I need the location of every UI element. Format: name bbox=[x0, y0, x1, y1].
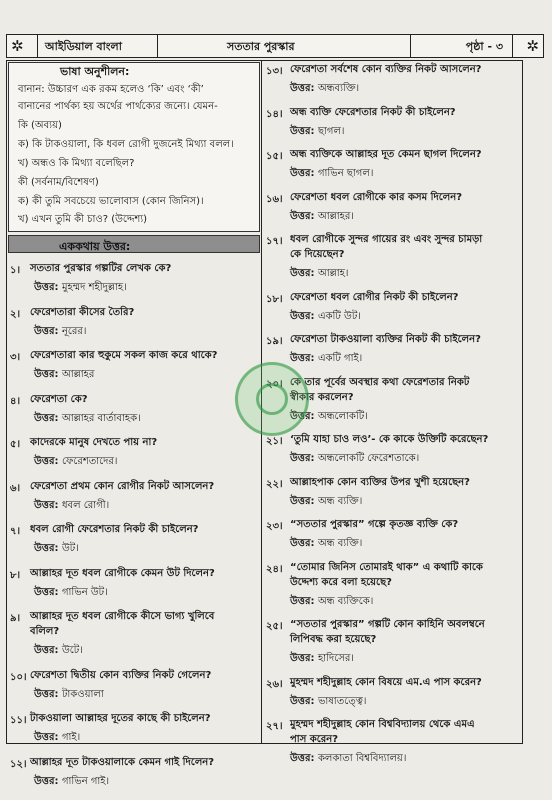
answer-text: উত্তর: কলকাতা বিশ্ববিদ্যালয়। bbox=[290, 753, 407, 764]
answer-text: উত্তর: অন্ধলোকটি। bbox=[290, 410, 368, 422]
star-ornament-icon: ✲ bbox=[526, 37, 539, 55]
answer-text: উত্তর: টাকওয়ালা bbox=[34, 688, 104, 700]
answer-text: উত্তর: ভাষাতত্ত্বে। bbox=[290, 695, 367, 707]
question-text: ফেরেশতারা কীসের তৈরি? bbox=[30, 306, 135, 318]
question-number: ২০। bbox=[266, 378, 283, 390]
book-title: আইডিয়াল বাংলা bbox=[45, 40, 122, 53]
question-text: বলিল? bbox=[30, 626, 60, 637]
question-number: ২। bbox=[10, 308, 21, 320]
question-number: ২১। bbox=[266, 436, 283, 447]
practice-line: খ) এখন তুমি কী চাও? (উদ্দেশ্য) bbox=[18, 214, 148, 225]
answer-label: উত্তর: bbox=[290, 695, 318, 707]
practice-line: ক) কি টাকওয়ালা, কি ধবল রোগী দুজনেই মিথ্যা বলল। bbox=[18, 139, 234, 150]
answer-label: উত্তর: bbox=[290, 595, 318, 607]
practice-title: ভাষা অনুশীলন: bbox=[60, 65, 130, 78]
answer-text: উত্তর: গাভিন ছাগল। bbox=[290, 168, 374, 179]
star-ornament-icon: ✲ bbox=[11, 37, 24, 55]
question-text: ফেরেশতা কে? bbox=[30, 393, 88, 405]
question-number: ৬। bbox=[10, 482, 21, 494]
question-number: ৩। bbox=[10, 352, 21, 363]
question-text: উদ্দেশ্য করে বলা হয়েছে? bbox=[290, 576, 392, 588]
answer-text: উত্তর: একটি গাই। bbox=[290, 353, 363, 364]
divider bbox=[157, 35, 158, 57]
answer-text: উত্তর: অন্ধলোকটি ফেরেশতাকে। bbox=[290, 453, 420, 464]
answer-text: উত্তর: মুহম্মদ শহীদুল্লাহ। bbox=[34, 282, 127, 293]
question-number: ১৩। bbox=[266, 66, 283, 77]
question-text: আল্লাহর দূত টাকওয়ালাকে কেমন গাই দিলেন? bbox=[30, 756, 215, 768]
answer-label: উত্তর: bbox=[290, 83, 318, 94]
question-text: ‘তুমি যাহা চাও লও’- কে কাকে উক্তিটি করেছেন? bbox=[290, 434, 489, 445]
question-text: ফেরেশতা টাকওয়ালা ব্যক্তির নিকট কী চাইলেন? bbox=[290, 334, 481, 345]
answer-text: উত্তর: ছাগল। bbox=[290, 125, 345, 137]
answer-label: উত্তর: bbox=[290, 168, 318, 179]
question-number: ১৭। bbox=[266, 236, 283, 247]
answer-text: উত্তর: ধবল রোগী। bbox=[34, 499, 110, 511]
answer-text: উত্তর: অন্ধ ব্যক্তি। bbox=[290, 495, 363, 507]
answer-label: উত্তর: bbox=[34, 645, 62, 656]
answer-text: উত্তর: অন্ধ ব্যক্তি। bbox=[290, 538, 363, 549]
question-number: ১৯। bbox=[266, 336, 283, 347]
answer-text: উত্তর: হাদিসের। bbox=[290, 653, 354, 664]
question-text: ফেরেশতা দ্বিতীয় কোন ব্যক্তির নিকট গেলেন? bbox=[30, 669, 212, 681]
answer-label: উত্তর: bbox=[34, 586, 62, 598]
answer-label: উত্তর: bbox=[290, 353, 318, 364]
question-number: ১৫। bbox=[266, 151, 283, 162]
practice-line: বানানের পার্থক্য হয় অর্থের পার্থক্যের জন্যে। যেমন- bbox=[18, 101, 218, 112]
answer-text: উত্তর: গাভিন গাই। bbox=[34, 775, 110, 787]
watermark-inner-ring bbox=[256, 383, 288, 415]
answer-label: উত্তর: bbox=[290, 453, 318, 464]
question-text: আল্লাহপাক কোন ব্যক্তির উপর খুশী হয়েছেন? bbox=[290, 476, 470, 488]
question-text: স্বীকার করলেন? bbox=[290, 391, 354, 403]
question-number: ২৩। bbox=[266, 521, 283, 532]
question-text: পাস করেন? bbox=[290, 734, 339, 745]
answer-label: উত্তর: bbox=[290, 268, 318, 279]
question-text: অন্ধ ব্যক্তিকে আল্লাহর দূত কেমন ছাগল দিলেন? bbox=[290, 149, 482, 160]
question-text: আল্লাহর দূত ধবল রোগীকে কীসে ভাগ্য খুলিবে bbox=[30, 611, 215, 622]
page-number: পৃষ্ঠা - ৩ bbox=[465, 40, 503, 53]
question-number: ১। bbox=[10, 265, 21, 276]
chapter-title: সততার পুরস্কার bbox=[227, 40, 295, 53]
question-number: ২৪। bbox=[266, 563, 283, 575]
answer-text: উত্তর: অন্ধ ব্যক্তিকে। bbox=[290, 595, 374, 607]
question-number: ১৮। bbox=[266, 293, 283, 305]
answer-label: উত্তর: bbox=[290, 210, 318, 222]
question-text: মুহম্মদ শহীদুল্লাহ কোন বিশ্ববিদ্যালয় থেকে এমএ bbox=[290, 719, 475, 730]
answer-text: উত্তর: ফেরেশতাদের। bbox=[34, 456, 118, 467]
question-text: ফেরেশতা প্রথম কোন রোগীর নিকট আসলেন? bbox=[30, 480, 215, 492]
question-text: ধবল রোগী ফেরেশতার নিকট কী চাইলেন? bbox=[30, 524, 199, 535]
section-title: এককথায় উত্তর: bbox=[59, 240, 131, 253]
question-text: আল্লাহর দূত ধবল রোগীকে কেমন উট দিলেন? bbox=[30, 567, 215, 579]
section-heading bbox=[8, 235, 260, 253]
practice-line: কী (সর্বনাম/বিশেষণ) bbox=[18, 177, 99, 188]
question-number: ১৬। bbox=[266, 193, 283, 205]
question-text: অন্ধ ব্যক্তি ফেরেশতার নিকট কী চাইলেন? bbox=[290, 106, 456, 118]
answer-text: উত্তর: আল্লাহর। bbox=[290, 210, 354, 222]
question-text: মুহম্মদ শহীদুল্লাহ কোন বিষয়ে এম.এ পাস করেন? bbox=[290, 676, 482, 688]
question-text: “তোমার জিনিস তোমারই থাক” এ কথাটি কাকে bbox=[290, 561, 483, 573]
divider bbox=[37, 35, 38, 57]
question-number: ৭। bbox=[10, 526, 21, 537]
answer-text: উত্তর: আল্লাহ। bbox=[290, 268, 349, 279]
practice-line: খ) অন্ধও কি মিথ্যা বলেছিল? bbox=[18, 158, 135, 169]
question-number: ৮। bbox=[10, 569, 21, 581]
question-number: ১৪। bbox=[266, 108, 283, 120]
question-number: ৪। bbox=[10, 395, 21, 407]
answer-label: উত্তর: bbox=[290, 753, 318, 764]
question-number: ২৫। bbox=[266, 621, 283, 632]
question-number: ১১। bbox=[10, 715, 27, 726]
question-text: ফেরেশতারা কার হুকুমে সকল কাজ করে থাকে? bbox=[30, 350, 218, 361]
answer-text: উত্তর: একটি উট। bbox=[290, 310, 361, 322]
answer-label: উত্তর: bbox=[34, 732, 62, 743]
divider bbox=[410, 35, 411, 57]
answer-label: উত্তর: bbox=[34, 412, 62, 424]
answer-label: উত্তর: bbox=[290, 310, 318, 322]
answer-text: উত্তর: গাই। bbox=[34, 732, 81, 743]
answer-text: উত্তর: উট। bbox=[34, 543, 79, 554]
question-text: কে দিয়েছেন? bbox=[290, 249, 345, 260]
question-text: ফেরেশতা সর্বশেষ কোন ব্যক্তির নিকট আসলেন? bbox=[290, 64, 482, 75]
question-text: কে তার পূর্বের অবস্থার কথা ফেরেশতার নিকট bbox=[290, 376, 470, 388]
question-text: টাকওয়ালা আল্লাহর দূতের কাছে কী চাইলেন? bbox=[30, 713, 211, 724]
answer-text: উত্তর: নূরের। bbox=[34, 325, 87, 337]
answer-label: উত্তর: bbox=[34, 325, 62, 337]
question-text: ফেরেশতা ধবল রোগীর নিকট কী চাইলেন? bbox=[290, 291, 459, 303]
answer-label: উত্তর: bbox=[290, 653, 318, 664]
question-text: “সততার পুরস্কার” গল্পে কৃতজ্ঞ ব্যক্তি কে? bbox=[290, 519, 459, 530]
page-header bbox=[6, 34, 544, 58]
watermark-logo bbox=[235, 362, 309, 436]
practice-line: বানান: উচ্চারণ এক রকম হলেও ‘কি’ এবং ‘কী’ bbox=[18, 84, 204, 95]
answer-label: উত্তর: bbox=[34, 775, 62, 787]
question-text: ধবল রোগীকে সুন্দর গায়ের রং এবং সুন্দর চামড়া bbox=[290, 234, 483, 245]
question-text: লিপিবদ্ধ করা হয়েছে? bbox=[290, 634, 377, 645]
answer-label: উত্তর: bbox=[34, 282, 62, 293]
answer-text: উত্তর: আল্লাহর বার্তাবাহক। bbox=[34, 412, 141, 424]
answer-label: উত্তর: bbox=[34, 499, 62, 511]
answer-label: উত্তর: bbox=[290, 410, 318, 422]
answer-label: উত্তর: bbox=[34, 369, 62, 380]
question-number: ২৭। bbox=[266, 721, 283, 732]
question-number: ৯। bbox=[10, 613, 21, 624]
answer-text: উত্তর: গাভিন উট। bbox=[34, 586, 108, 598]
question-text: “সততার পুরস্কার” গল্পটি কোন কাহিনি অবলম্বনে bbox=[290, 619, 485, 630]
divider bbox=[512, 35, 513, 57]
question-text: কাদেরকে মানুষ দেখতে পায় না? bbox=[30, 437, 158, 448]
practice-line: ক) কী তুমি সবচেয়ে ভালোবাস (কোন জিনিস)। bbox=[18, 196, 204, 207]
practice-line: কি (অব্যয়) bbox=[18, 120, 62, 131]
question-text: সততার পুরস্কার গল্পটির লেখক কে? bbox=[30, 263, 172, 274]
answer-label: উত্তর: bbox=[290, 495, 318, 507]
answer-label: উত্তর: bbox=[290, 125, 318, 137]
question-number: ৫। bbox=[10, 439, 21, 450]
question-number: ২২। bbox=[266, 478, 283, 490]
question-number: ১২। bbox=[10, 758, 27, 770]
answer-label: উত্তর: bbox=[34, 543, 62, 554]
answer-text: উত্তর: অন্ধব্যক্তি। bbox=[290, 83, 360, 94]
answer-text: উত্তর: আল্লাহর bbox=[34, 369, 95, 380]
question-text: ফেরেশতা ধবল রোগীকে কার কসম দিলেন? bbox=[290, 191, 463, 203]
answer-text: উত্তর: উটে। bbox=[34, 645, 83, 656]
answer-label: উত্তর: bbox=[34, 688, 62, 700]
answer-label: উত্তর: bbox=[34, 456, 62, 467]
question-number: ২৬। bbox=[266, 678, 283, 690]
answer-label: উত্তর: bbox=[290, 538, 318, 549]
question-number: ১০। bbox=[10, 671, 27, 683]
